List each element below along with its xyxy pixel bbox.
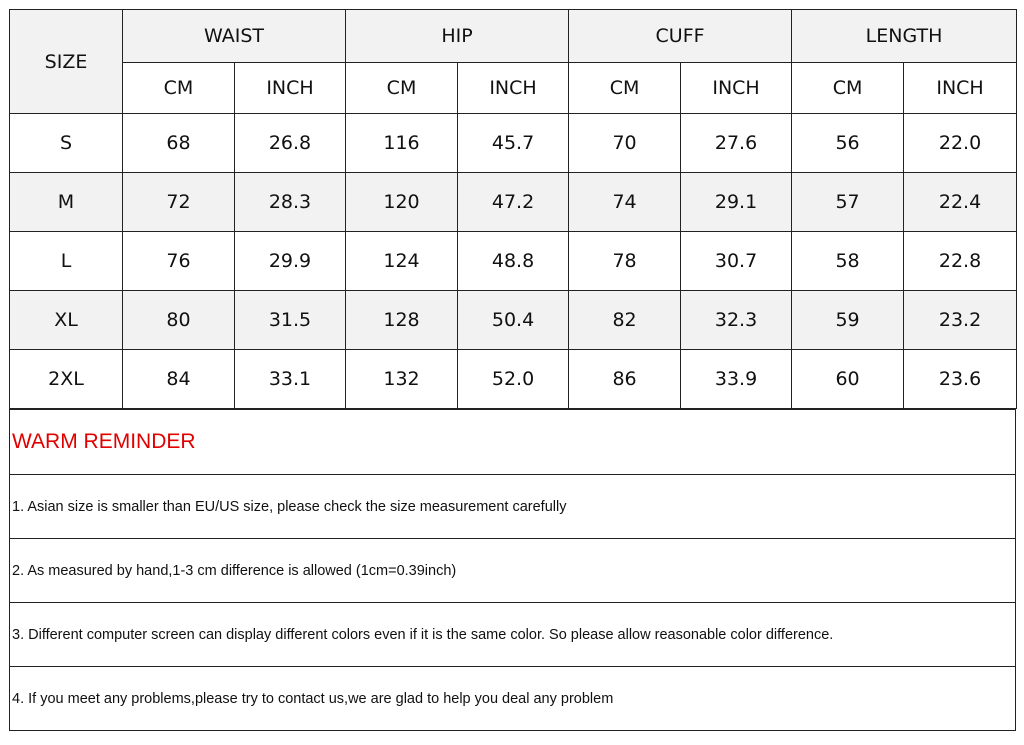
unit-header: CM [569,63,681,114]
table-row [10,350,1017,409]
size-header: SIZE [10,10,123,114]
unit-header: CM [346,63,458,114]
value-cell: 57 [792,173,904,232]
size-cell: L [10,232,123,291]
value-cell: 59 [792,291,904,350]
hip-header: HIP [346,10,569,63]
value-cell: 68 [123,114,235,173]
value-cell: 45.7 [458,114,569,173]
size-cell: 2XL [10,350,123,409]
value-cell: 33.1 [235,350,346,409]
reminder-note: 2. As measured by hand,1-3 cm difference is allowed (1cm=0.39inch) [10,539,1016,603]
value-cell: 22.8 [904,232,1017,291]
value-cell: 116 [346,114,458,173]
value-cell: 80 [123,291,235,350]
value-cell: 56 [792,114,904,173]
unit-header: INCH [235,63,346,114]
value-cell: 128 [346,291,458,350]
value-cell: 58 [792,232,904,291]
value-cell: 27.6 [681,114,792,173]
value-cell: 23.2 [904,291,1017,350]
table-row [10,114,1017,173]
value-cell: 120 [346,173,458,232]
warm-reminder-section [9,409,1016,731]
reminder-note: 1. Asian size is smaller than EU/US size, please check the size measurement carefully [10,475,1016,539]
size-chart-table [9,9,1017,409]
value-cell: 78 [569,232,681,291]
value-cell: 31.5 [235,291,346,350]
value-cell: 74 [569,173,681,232]
value-cell: 29.9 [235,232,346,291]
reminder-note: 3. Different computer screen can display different colors even if it is the same color. So please allow reasonable color difference. [10,603,1016,667]
value-cell: 22.0 [904,114,1017,173]
unit-header: CM [123,63,235,114]
value-cell: 33.9 [681,350,792,409]
table-row [10,291,1017,350]
value-cell: 86 [569,350,681,409]
value-cell: 50.4 [458,291,569,350]
value-cell: 60 [792,350,904,409]
value-cell: 84 [123,350,235,409]
length-header: LENGTH [792,10,1017,63]
group-header-row [10,10,1017,63]
value-cell: 28.3 [235,173,346,232]
unit-header-row [10,63,1017,114]
unit-header: CM [792,63,904,114]
waist-header: WAIST [123,10,346,63]
value-cell: 124 [346,232,458,291]
value-cell: 132 [346,350,458,409]
unit-header: INCH [458,63,569,114]
value-cell: 30.7 [681,232,792,291]
reminder-note: 4. If you meet any problems,please try to contact us,we are glad to help you deal any problem [10,667,1016,731]
value-cell: 23.6 [904,350,1017,409]
size-cell: XL [10,291,123,350]
warm-reminder-title: WARM REMINDER [10,410,1016,475]
value-cell: 26.8 [235,114,346,173]
value-cell: 52.0 [458,350,569,409]
value-cell: 70 [569,114,681,173]
size-cell: M [10,173,123,232]
table-row [10,232,1017,291]
value-cell: 32.3 [681,291,792,350]
value-cell: 22.4 [904,173,1017,232]
value-cell: 29.1 [681,173,792,232]
cuff-header: CUFF [569,10,792,63]
unit-header: INCH [904,63,1017,114]
size-cell: S [10,114,123,173]
value-cell: 48.8 [458,232,569,291]
value-cell: 82 [569,291,681,350]
value-cell: 76 [123,232,235,291]
table-row [10,173,1017,232]
unit-header: INCH [681,63,792,114]
value-cell: 72 [123,173,235,232]
value-cell: 47.2 [458,173,569,232]
